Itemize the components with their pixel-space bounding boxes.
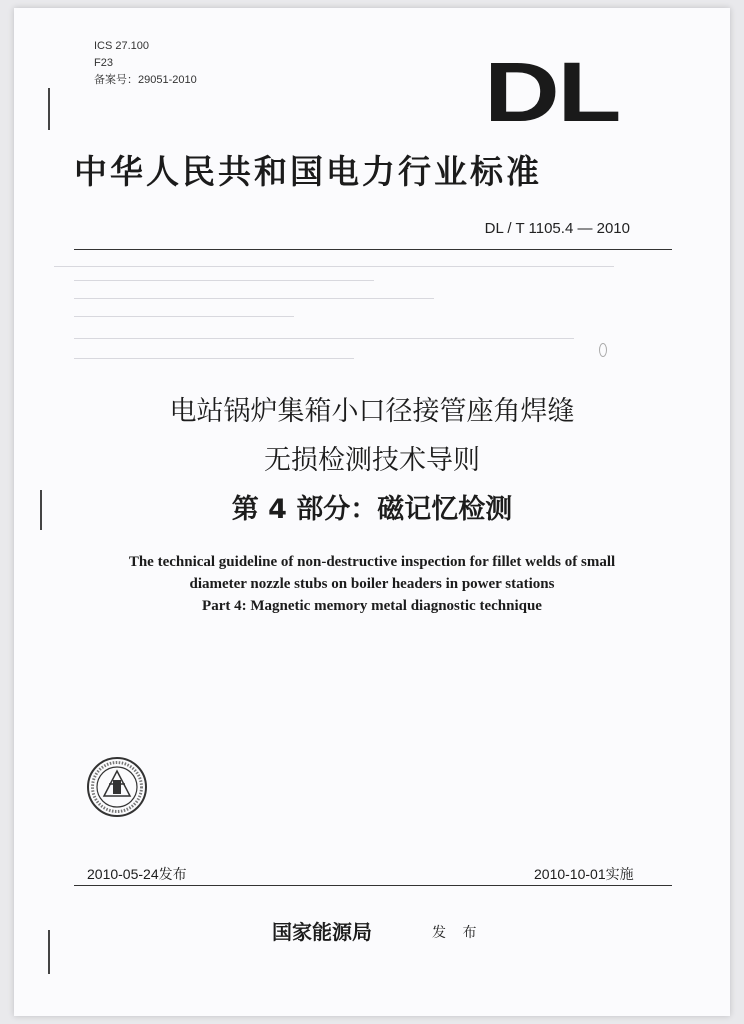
title-cn-line2: 无损检测技术导则 xyxy=(264,445,480,476)
scan-edge-mark xyxy=(48,88,50,130)
show-through-line xyxy=(74,338,574,339)
title-en-line2: diameter nozzle stubs on boiler headers in power stations xyxy=(189,576,555,592)
show-through-line xyxy=(74,358,354,359)
show-through-line xyxy=(54,266,614,267)
title-en-line3: Part 4: Magnetic memory metal diagnostic technique xyxy=(202,598,542,614)
header-divider xyxy=(74,249,672,250)
title-cn-line1: 电站锅炉集箱小口径接管座角焊缝 xyxy=(169,396,575,427)
show-through-line xyxy=(74,298,434,299)
classification-block xyxy=(94,38,197,89)
publisher-seal-icon xyxy=(86,756,148,818)
title-cn-line3: 第 4 部分：磁记忆检测 xyxy=(231,494,513,525)
issue-date: 2010-05-24发布 xyxy=(87,866,187,882)
scan-edge-mark xyxy=(48,930,50,974)
standard-title: 中华人民共和国电力行业标准 xyxy=(74,152,542,191)
footer-divider xyxy=(74,885,672,886)
ics-code: ICS 27.100 xyxy=(94,40,150,52)
show-through-line xyxy=(74,280,374,281)
implementation-date: 2010-10-01实施 xyxy=(534,866,634,882)
publisher-name: 国家能源局 xyxy=(272,920,372,944)
standard-number: DL / T 1105.4 — 2010 xyxy=(484,220,630,237)
title-en-line1: The technical guideline of non-destructive inspection for fillet welds of small xyxy=(128,554,616,570)
dl-logo: DL xyxy=(484,45,619,139)
record-number: 备案号：29051-2010 xyxy=(94,74,197,86)
page-mark xyxy=(599,343,607,357)
publish-action: 发 布 xyxy=(432,925,483,941)
show-through-line xyxy=(74,316,294,317)
document-page xyxy=(14,8,730,1016)
scan-edge-mark xyxy=(40,490,42,530)
classification-code: F23 xyxy=(94,57,113,69)
